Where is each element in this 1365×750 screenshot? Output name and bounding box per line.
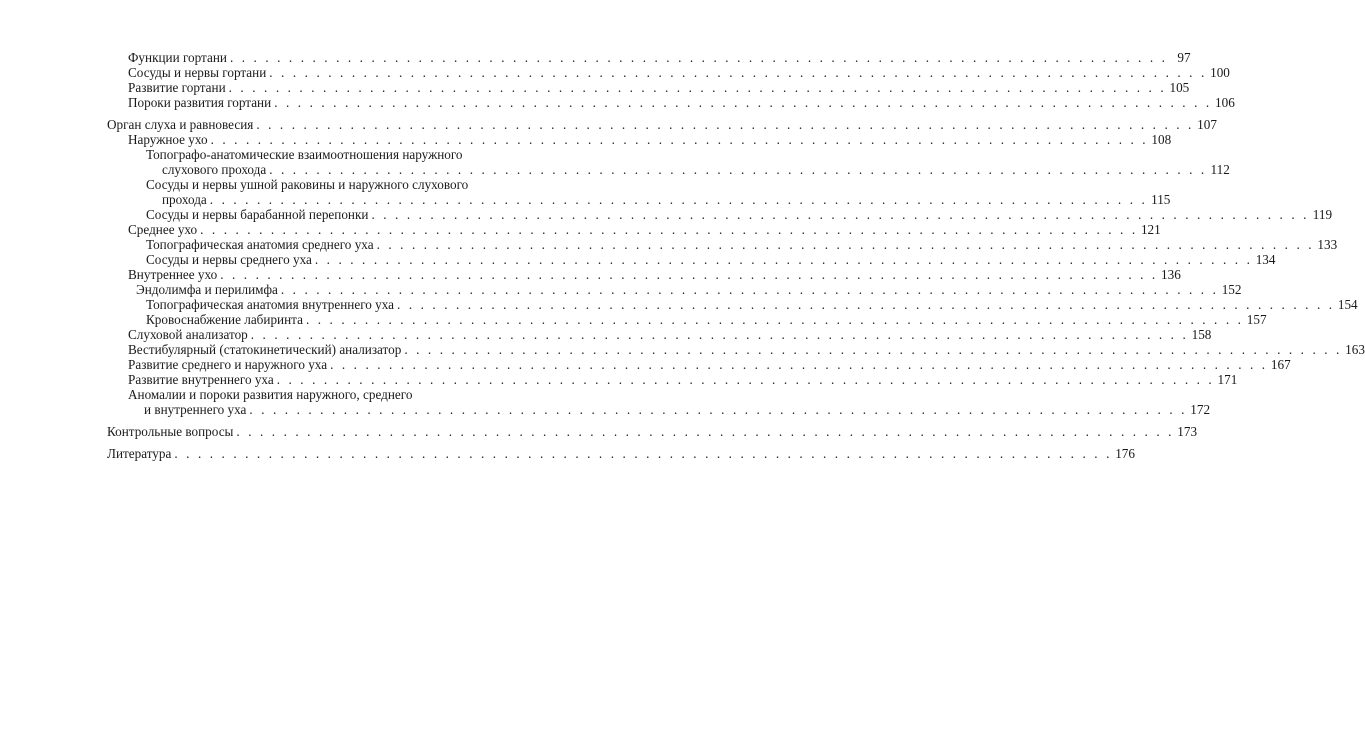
toc-entry — [107, 252, 1276, 267]
toc-entry-title: Развитие среднего и наружного уха — [128, 357, 328, 372]
toc-entry-title: Среднее ухо — [128, 222, 198, 237]
dot-leader: . . . . . . . . . . . . . . . . . . . . . . . . . . . . . . . . . . . . . . . . . . . . . . . . . . . . . . . . . . . . . . . . . . . . . . . . . . . . . . . . — [250, 327, 1189, 342]
toc-entry — [107, 446, 1135, 461]
dot-leader: . . . . . . . . . . . . . . . . . . . . . . . . . . . . . . . . . . . . . . . . . . . . . . . . . . . . . . . . . . . . . . . . . . . . . . . . . . . . . . . . — [314, 252, 1253, 267]
toc-entry — [107, 424, 1198, 439]
dot-leader: . . . . . . . . . . . . . . . . . . . . . . . . . . . . . . . . . . . . . . . . . . . . . . . . . . . . . . . . . . . . . . . . . . . . . . . . . . . . . . . . — [269, 162, 1207, 177]
toc-entry-title: Топографическая анатомия внутреннего уха — [146, 297, 395, 312]
toc-entry — [107, 327, 1212, 342]
dot-leader: . . . . . . . . . . . . . . . . . . . . . . . . . . . . . . . . . . . . . . . . . . . . . . . . . . . . . . . . . . . . . . . . . . . . . . . . . . . . . . . . — [249, 402, 1188, 417]
toc-entry-title: Контрольные вопросы — [107, 424, 234, 439]
toc-entry-page-number: 106 — [1215, 95, 1235, 110]
toc-entry-title: Эндолимфа и перилимфа — [136, 282, 278, 297]
toc-entry-page-number: 105 — [1169, 80, 1190, 95]
toc-entry-title: Топографическая анатомия среднего уха — [146, 237, 374, 252]
dot-leader: . . . . . . . . . . . . . . . . . . . . . . . . . . . . . . . . . . . . . . . . . . . . . . . . . . . . . . . . . . . . . . . . . . . . . . . . . . . . . . . . — [404, 342, 1342, 357]
dot-leader: . . . . . . . . . . . . . . . . . . . . . . . . . . . . . . . . . . . . . . . . . . . . . . . . . . . . . . . . . . . . . . . . . . . . . . . . . . . . . . . . — [397, 297, 1335, 312]
toc-entry-page-number: 133 — [1317, 237, 1338, 252]
toc-entry — [107, 222, 1161, 237]
toc-entry-title: Внутреннее ухо — [128, 267, 218, 282]
dot-leader: . . . . . . . . . . . . . . . . . . . . . . . . . . . . . . . . . . . . . . . . . . . . . . . . . . . . . . . . . . . . . . . . . . . . . . . . . . . . . . . . — [200, 222, 1138, 237]
toc-entry-title: Развитие внутреннего уха — [128, 372, 274, 387]
toc-entry-title: Сосуды и нервы гортани — [128, 65, 267, 80]
toc-entry-title: Слуховой анализатор — [128, 327, 248, 342]
toc-entry-page-number: 100 — [1210, 65, 1230, 80]
dot-leader: . . . . . . . . . . . . . . . . . . . . . . . . . . . . . . . . . . . . . . . . . . . . . . . . . . . . . . . . . . . . . . . . . . . . . . . . . . . . . . . . — [210, 132, 1149, 147]
toc-entry-title: Пороки развития гортани — [128, 95, 272, 110]
dot-leader: . . . . . . . . . . . . . . . . . . . . . . . . . . . . . . . . . . . . . . . . . . . . . . . . . . . . . . . . . . . . . . . . . . . . . . . . . . . . . . . . — [280, 282, 1219, 297]
toc-entry-page-number: 167 — [1270, 357, 1291, 372]
toc-entry-title: Орган слуха и равновесия — [107, 117, 254, 132]
toc-entry-title: Кровоснабжение лабиринта — [146, 312, 303, 327]
toc-entry — [107, 65, 1230, 80]
toc-entry-title: Наружное ухо — [128, 132, 208, 147]
toc-entry-page-number: 171 — [1217, 372, 1238, 387]
toc-entry-title: Литература — [107, 446, 172, 461]
toc-entry-title: Аномалии и пороки развития наружного, среднего — [128, 387, 413, 402]
toc-entry-title: Сосуды и нервы ушной раковины и наружного слухового — [146, 177, 469, 192]
toc-entry — [107, 282, 1242, 297]
table-of-contents — [107, 50, 1365, 461]
toc-entry — [107, 50, 1191, 65]
toc-entry-page-number: 108 — [1151, 132, 1172, 147]
toc-entry-page-number: 121 — [1140, 222, 1161, 237]
toc-entry-continuation: прохода — [162, 192, 207, 207]
dot-leader: . . . . . . . . . . . . . . . . . . . . . . . . . . . . . . . . . . . . . . . . . . . . . . . . . . . . . . . . . . . . . . . . . . . . . . . . . . . . . . . . — [256, 117, 1194, 132]
toc-entry — [107, 342, 1365, 357]
toc-entry-page-number: 119 — [1312, 207, 1333, 222]
dot-leader: . . . . . . . . . . . . . . . . . . . . . . . . . . . . . . . . . . . . . . . . . . . . . . . . . . . . . . . . . . . . . . . . . . . . . . . . . . . . . . . . — [229, 50, 1168, 65]
toc-entry — [107, 117, 1217, 132]
toc-entry-page-number: 158 — [1191, 327, 1212, 342]
toc-entry-title: Вестибулярный (статокинетический) анализатор — [128, 342, 402, 357]
toc-entry — [107, 177, 1171, 207]
toc-entry — [107, 297, 1358, 312]
dot-leader: . . . . . . . . . . . . . . . . . . . . . . . . . . . . . . . . . . . . . . . . . . . . . . . . . . . . . . . . . . . . . . . . . . . . . . . . . . . . . . . . — [174, 446, 1112, 461]
toc-entry — [107, 95, 1235, 110]
toc-entry — [107, 132, 1172, 147]
dot-leader: . . . . . . . . . . . . . . . . . . . . . . . . . . . . . . . . . . . . . . . . . . . . . . . . . . . . . . . . . . . . . . . . . . . . . . . . . . . . . . . . — [274, 95, 1212, 110]
toc-entry-page-number: 97 — [1177, 50, 1191, 65]
dot-leader: . . . . . . . . . . . . . . . . . . . . . . . . . . . . . . . . . . . . . . . . . . . . . . . . . . . . . . . . . . . . . . . . . . . . . . . . . . . . . . . . — [220, 267, 1158, 282]
toc-entry — [107, 267, 1181, 282]
toc-entry-page-number: 115 — [1151, 192, 1171, 207]
toc-entry-continuation: слухового прохода — [162, 162, 267, 177]
toc-entry-continuation: и внутреннего уха — [144, 402, 247, 417]
toc-entry-page-number: 176 — [1115, 446, 1135, 461]
toc-entry-page-number: 152 — [1221, 282, 1242, 297]
dot-leader: . . . . . . . . . . . . . . . . . . . . . . . . . . . . . . . . . . . . . . . . . . . . . . . . . . . . . . . . . . . . . . . . . . . . . . . . . . . . . . . . — [236, 424, 1175, 439]
toc-entry — [107, 372, 1238, 387]
toc-entry — [107, 387, 1211, 417]
dot-leader: . . . . . . . . . . . . . . . . . . . . . . . . . . . . . . . . . . . . . . . . . . . . . . . . . . . . . . . . . . . . . . . . . . . . . . . . . . . . . . . . — [228, 80, 1167, 95]
toc-entry-page-number: 107 — [1197, 117, 1217, 132]
toc-entry — [107, 357, 1291, 372]
toc-entry — [107, 207, 1333, 222]
dot-leader: . . . . . . . . . . . . . . . . . . . . . . . . . . . . . . . . . . . . . . . . . . . . . . . . . . . . . . . . . . . . . . . . . . . . . . . . . . . . . . . . — [330, 357, 1268, 372]
dot-leader: . . . . . . . . . . . . . . . . . . . . . . . . . . . . . . . . . . . . . . . . . . . . . . . . . . . . . . . . . . . . . . . . . . . . . . . . . . . . . . . . — [371, 207, 1310, 222]
toc-entry-page-number: 154 — [1337, 297, 1358, 312]
toc-entry-title: Топографо-анатомические взаимоотношения наружного — [146, 147, 463, 162]
toc-entry-page-number: 172 — [1190, 402, 1211, 417]
toc-entry — [107, 312, 1267, 327]
toc-entry — [107, 80, 1190, 95]
dot-leader: . . . . . . . . . . . . . . . . . . . . . . . . . . . . . . . . . . . . . . . . . . . . . . . . . . . . . . . . . . . . . . . . . . . . . . . . . . . . . . . . — [209, 192, 1148, 207]
toc-entry — [107, 237, 1338, 252]
toc-entry-page-number: 163 — [1345, 342, 1365, 357]
dot-leader: . . . . . . . . . . . . . . . . . . . . . . . . . . . . . . . . . . . . . . . . . . . . . . . . . . . . . . . . . . . . . . . . . . . . . . . . . . . . . . . . — [276, 372, 1215, 387]
toc-entry-page-number: 112 — [1210, 162, 1230, 177]
toc-entry-page-number: 134 — [1255, 252, 1276, 267]
toc-entry — [107, 147, 1230, 177]
dot-leader: . . . . . . . . . . . . . . . . . . . . . . . . . . . . . . . . . . . . . . . . . . . . . . . . . . . . . . . . . . . . . . . . . . . . . . . . . . . . . . . . — [376, 237, 1315, 252]
dot-leader: . . . . . . . . . . . . . . . . . . . . . . . . . . . . . . . . . . . . . . . . . . . . . . . . . . . . . . . . . . . . . . . . . . . . . . . . . . . . . . . . — [305, 312, 1244, 327]
toc-entry-title: Развитие гортани — [128, 80, 226, 95]
toc-entry-page-number: 173 — [1177, 424, 1198, 439]
toc-entry-title: Сосуды и нервы среднего уха — [146, 252, 312, 267]
toc-entry-page-number: 157 — [1246, 312, 1267, 327]
dot-leader: . . . . . . . . . . . . . . . . . . . . . . . . . . . . . . . . . . . . . . . . . . . . . . . . . . . . . . . . . . . . . . . . . . . . . . . . . . . . . . . . — [269, 65, 1207, 80]
toc-entry-title: Функции гортани — [128, 50, 227, 65]
toc-entry-title: Сосуды и нервы барабанной перепонки — [146, 207, 369, 222]
toc-entry-page-number: 136 — [1161, 267, 1181, 282]
